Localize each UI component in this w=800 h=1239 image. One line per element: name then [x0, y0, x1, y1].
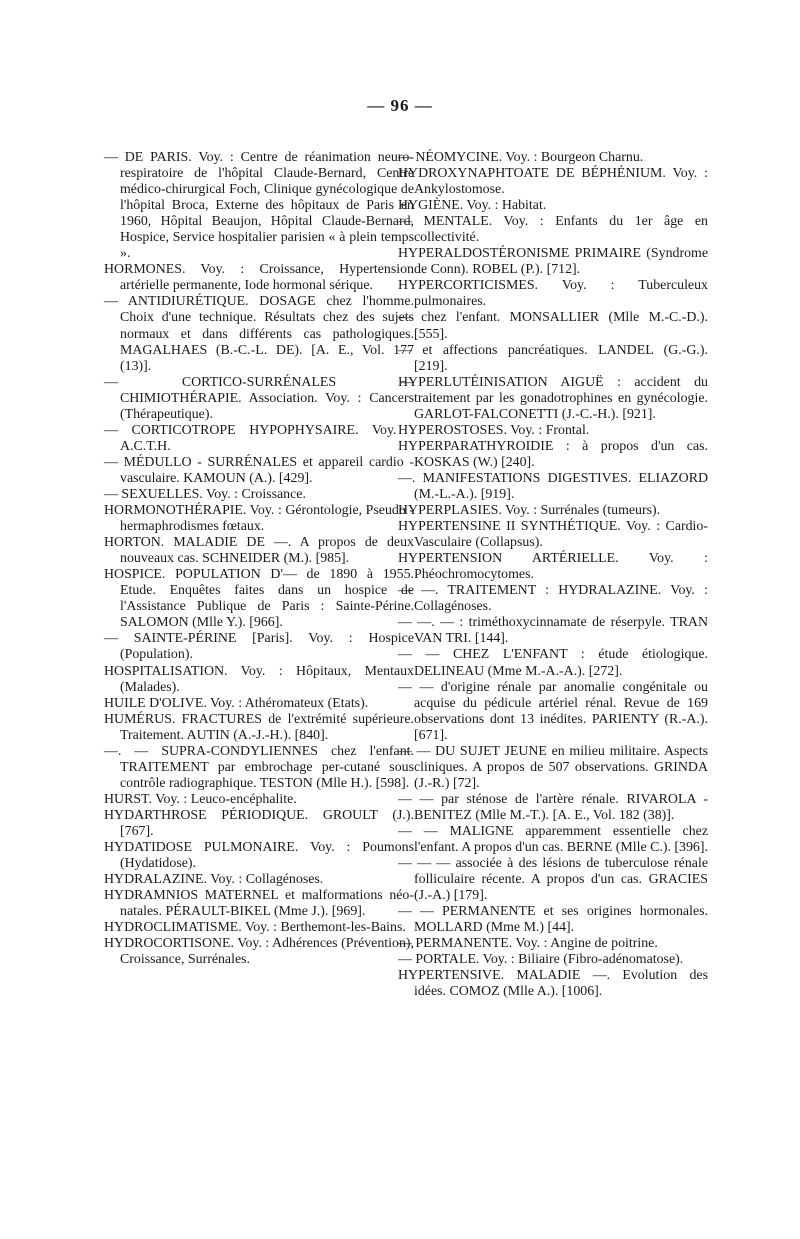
index-entry: — NÉOMYCINE. Voy. : Bourgeon Charnu.	[398, 150, 644, 165]
index-entry: — PERMANENTE. Voy. : Angine de poitrine.	[398, 936, 658, 952]
index-entry: HOSPICE. POPULATION D'— de 1890 à 1955. Etude. Enquêtes faites dans un hospice de l'Assistance Publique de Paris : Sainte-Périne. SALOMON (Mlle Y.). [966].	[104, 567, 414, 631]
index-entry: — MENTALE. Voy. : Enfants du 1er âge en collectivité.	[398, 214, 708, 246]
index-entry: HYDROCORTISONE. Voy. : Adhérences (Prévention), Croissance, Surrénales.	[104, 936, 414, 968]
index-entry: HYPERCORTICISMES. Voy. : Tuberculeux pulmonaires.	[398, 278, 708, 310]
index-entry: HYPERTENSION ARTÉRIELLE. Voy. : Phéochromocytomes.	[398, 551, 708, 583]
index-entry: HYDATIDOSE PULMONAIRE. Voy. : Poumons (Hydatidose).	[104, 840, 414, 872]
index-entry: HORMONOTHÉRAPIE. Voy. : Gérontologie, Pseudo - hermaphrodismes fœtaux.	[104, 503, 414, 535]
index-entry: HURST. Voy. : Leuco-encéphalite.	[104, 791, 297, 807]
index-entry: — SEXUELLES. Voy. : Croissance.	[104, 486, 306, 502]
index-entry: — SAINTE-PÉRINE [Paris]. Voy. : Hospice (Population).	[104, 631, 414, 663]
index-entry: — —. TRAITEMENT : HYDRALAZINE. Voy. : Collagénoses.	[398, 583, 708, 615]
index-column-left	[104, 150, 414, 968]
index-entry: HYDRALAZINE. Voy. : Collagénoses.	[104, 872, 324, 888]
index-entry: — PORTALE. Voy. : Biliaire (Fibro-adénomatose).	[398, 952, 684, 968]
index-entry: — CORTICOTROPE HYPOPHYSAIRE. Voy. : A.C.T.H.	[104, 422, 414, 454]
index-entry: HYPERALDOSTÉRONISME PRIMAIRE (Syndrome de Conn). ROBEL (P.). [712].	[398, 246, 708, 278]
index-entry: — — PERMANENTE et ses origines hormonales. MOLLARD (Mme M.) [44].	[398, 904, 708, 936]
index-entry: HYDROCLIMATISME. Voy. : Berthemont-les-Bains.	[104, 920, 406, 936]
index-entry: — — — associée à des lésions de tuberculose rénale folliculaire récente. A propos d'un cas. GRACIES (J.-A.) [179].	[398, 856, 708, 904]
page-number: — 96 —	[367, 96, 433, 115]
index-entry: HUILE D'OLIVE. Voy. : Athéromateux (Etats).	[104, 695, 369, 711]
index-entry: — —. — : triméthoxycinnamate de réserpyle. TRAN VAN TRI. [144].	[398, 615, 708, 647]
index-entry: — — MALIGNE apparemment essentielle chez l'enfant. A propos d'un cas. BERNE (Mlle C.). [396].	[398, 823, 708, 856]
index-entry: — MÉDULLO - SURRÉNALES et appareil cardio - vasculaire. KAMOUN (A.). [429].	[104, 454, 414, 486]
index-entry: HYPERPARATHYROIDIE : à propos d'un cas. KOSKAS (W.) [240].	[398, 438, 708, 470]
index-entry: HYDRAMNIOS MATERNEL et malformations néo-natales. PÉRAULT-BIKEL (Mme J.). [969].	[104, 888, 414, 920]
index-entry: HORMONES. Voy. : Croissance, Hypertension artérielle permanente, Iode hormonal sérique.	[104, 262, 414, 294]
index-entry: — — d'origine rénale par anomalie congénitale ou acquise du pédicule artériel rénal. Revue de 169 observations dont 13 inédites. PARIENTY (R.-A.). [671].	[398, 679, 708, 743]
index-entry: HOSPITALISATION. Voy. : Hôpitaux, Mentaux (Malades).	[104, 663, 414, 695]
index-column-right	[398, 150, 708, 1000]
index-entry: — chez l'enfant. MONSALLIER (Mlle M.-C.-D.). [555].	[398, 310, 708, 342]
index-entry: —. — SUPRA-CONDYLIENNES chez l'enfant. TRAITEMENT par embrochage per-cutané sous contrôle radiographique. TESTON (Mlle H.). [598].	[104, 743, 414, 791]
index-entry: — — CHEZ L'ENFANT : étude étiologique. DELINEAU (Mme M.-A.-A.). [272].	[398, 647, 708, 679]
index-entry: — CORTICO-SURRÉNALES — CHIMIOTHÉRAPIE. Association. Voy. : Cancers (Thérapeutique).	[104, 374, 414, 422]
index-entry: — et affections pancréatiques. LANDEL (G.-G.). [219].	[398, 342, 708, 374]
index-entry: — ANTIDIURÉTIQUE. DOSAGE chez l'homme. Choix d'une technique. Résultats chez des sujets normaux et dans différents cas pathologiques. MAGALHAES (B.-C.-L. DE). [A. E., Vol. 177 (13)].	[104, 294, 414, 374]
index-entry: — — DU SUJET JEUNE en milieu militaire. Aspects cliniques. A propos de 507 observations. GRINDA (J.-R.) [72].	[398, 743, 708, 791]
index-entry: — — par sténose de l'artère rénale. RIVAROLA - BENITEZ (Mlle M.-T.). [A. E., Vol. 182 (38)].	[398, 791, 708, 823]
index-entry: HORTON. MALADIE DE —. A propos de deux nouveaux cas. SCHNEIDER (M.). [985].	[104, 535, 414, 567]
index-entry: HYPERLUTÉINISATION AIGUË : accident du traitement par les gonadotrophines en gynécologie. GARLOT-FALCONETTI (J.-C.-H.). [921].	[398, 374, 708, 422]
index-entry: HYDARTHROSE PÉRIODIQUE. GROULT (J.). [767].	[104, 807, 414, 839]
index-entry: HUMÉRUS. FRACTURES de l'extrémité supérieure. Traitement. AUTIN (A.-J.-H.). [840].	[104, 711, 414, 743]
index-entry: — DE PARIS. Voy. : Centre de réanimation neuro-respiratoire de l'hôpital Claude-Bernard, Centre médico-chirurgical Foch, Clinique gynécologique de l'hôpital Broca, Externe des hôpitaux de Paris en 1960, Hôpital Beaujon, Hôpital Claude-Bernard, Hospice, Service hospitalier parisien « à plein temps ».	[104, 150, 414, 262]
index-entry: HYPERPLASIES. Voy. : Surrénales (tumeurs).	[398, 503, 661, 519]
index-entry: HYPEROSTOSES. Voy. : Frontal.	[398, 422, 590, 438]
index-entry: HYGIÈNE. Voy. : Habitat.	[398, 198, 547, 214]
index-entry: HYDROXYNAPHTOATE DE BÉPHÉNIUM. Voy. : Ankylostomose.	[398, 166, 708, 198]
index-entry: HYPERTENSINE II SYNTHÉTIQUE. Voy. : Cardio-Vasculaire (Collapsus).	[398, 519, 708, 551]
index-entry: —. MANIFESTATIONS DIGESTIVES. ELIAZORD (M.-L.-A.). [919].	[398, 470, 708, 502]
index-entry: HYPERTENSIVE. MALADIE —. Evolution des idées. COMOZ (Mlle A.). [1006].	[398, 968, 708, 1000]
